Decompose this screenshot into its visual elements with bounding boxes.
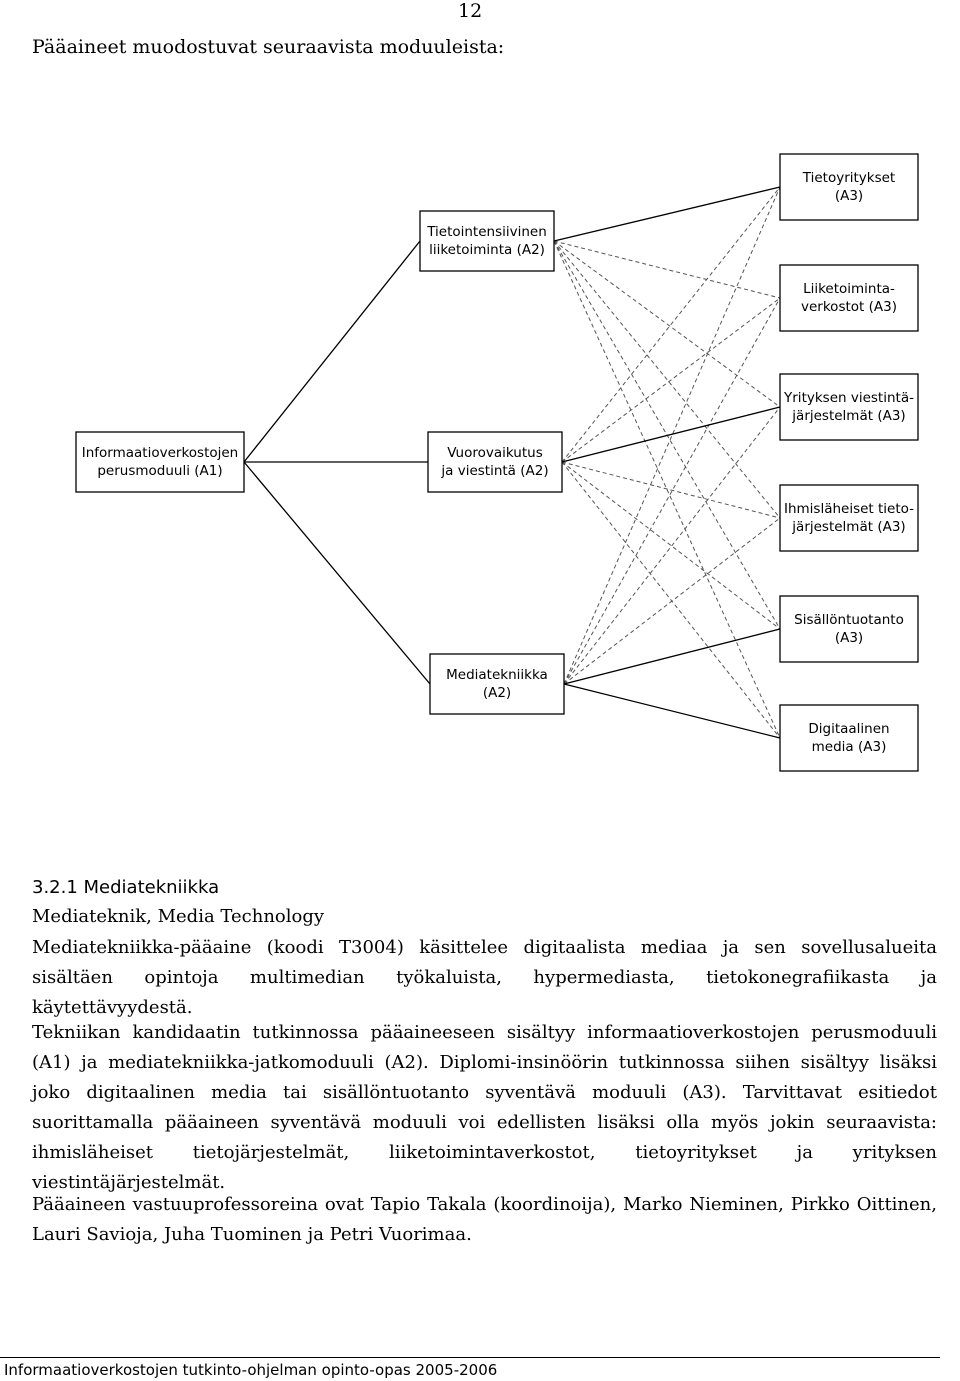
intro-text: Pääaineet muodostuvat seuraavista moduuleista:: [32, 36, 505, 58]
node-a2-vuorovaikutus: [428, 432, 562, 492]
node-a1-line1: Informaatioverkostojen: [81, 445, 239, 461]
connector-a2-3-a3-3: [564, 407, 780, 684]
node-a3-ihmislaheiset-tietojarjestelmat: [780, 485, 918, 551]
connector-a2-2-a3-1: [562, 187, 780, 462]
node-a3-1-line1: Tietoyritykset: [802, 170, 896, 186]
paragraph-1: Mediatekniikka-pääaine (koodi T3004) käsittelee digitaalista mediaa ja sen sovellusalueita sisältäen opintoja multimedian työkaluista, hypermediasta, tietokonegrafiikasta ja käytettävyydestä.: [32, 937, 937, 1018]
node-a3-tietoyritykset: [780, 154, 918, 220]
node-a3-5-line2: (A3): [834, 630, 864, 646]
node-a3-3-line1: Yrityksen viestintä-: [784, 390, 914, 406]
connector-solid-a2-3-a3-5: [564, 629, 780, 684]
node-a2-2-line1: Vuorovaikutus: [447, 445, 543, 461]
connector-a2-1-a3-4: [554, 241, 780, 518]
paragraph-3: Pääaineen vastuuprofessoreina ovat Tapio Takala (koordinoija), Marko Nieminen, Pirkko Oittinen, Lauri Savioja, Juha Tuominen ja Petri Vuorimaa.: [32, 1194, 937, 1245]
node-a3-yrityksen-viestintajarjestelmat: [780, 374, 918, 440]
node-a3-4-line1: Ihmisläheiset tieto-: [783, 501, 915, 517]
section-subheading: Mediateknik, Media Technology: [32, 906, 325, 927]
paragraph-2: Tekniikan kandidaatin tutkinnossa pääaineeseen sisältyy informaatioverkostojen perusmoduuli (A1) ja mediatekniikka-jatkomoduuli (A2). Diplomi-insinöörin tutkinnossa siihen sisältyy lisäksi joko digitaalinen media tai sisällöntuotanto syventävä moduuli (A3). Tarvittavat esitiedot suorittamalla pääaineen syventävä moduuli voi edellisten lisäksi olla myös jokin seuraavista: ihmisläheiset tietojärjestelmät, liiketoimintaverkostot, tietoyritykset ja yrityksen viestintäjärjestelmät.: [32, 1022, 937, 1193]
node-a3-2-line1: Liiketoiminta-: [803, 281, 895, 297]
connector-a2-1-a3-2: [554, 241, 780, 298]
node-a3-6-line2: media (A3): [811, 739, 887, 755]
node-a2-3-line2: (A2): [482, 685, 512, 701]
node-a2-3-line1: Mediatekniikka: [446, 667, 548, 683]
connector-a1-a2-1: [244, 241, 420, 462]
node-a3-5-line1: Sisällöntuotanto: [794, 612, 904, 628]
node-a3-sisallontuotanto: [780, 596, 918, 662]
node-a2-tietointensiivinen: [420, 211, 554, 271]
node-a3-liiketoimintaverkostot: [780, 265, 918, 331]
node-a2-mediatekniikka: [430, 654, 564, 714]
connector-a2-2-a3-5: [562, 462, 780, 629]
node-a3-6-line1: Digitaalinen: [808, 721, 890, 737]
node-a1: [76, 432, 244, 492]
footer-text: Informaatioverkostojen tutkinto-ohjelman opinto-opas 2005-2006: [4, 1361, 498, 1379]
connector-solid-a2-1-a3-1: [554, 187, 780, 241]
page-number: 12: [458, 0, 483, 22]
module-diagram: [20, 115, 960, 830]
node-a2-2-line2: ja viestintä (A2): [441, 463, 549, 479]
node-a3-2-line2: verkostot (A3): [801, 299, 897, 315]
footer-rule: [0, 1357, 940, 1358]
node-a3-1-line2: (A3): [834, 188, 864, 204]
connector-a2-2-a3-4: [562, 462, 780, 518]
section-heading: 3.2.1 Mediatekniikka: [32, 877, 220, 898]
connector-solid-a2-2-a3-3: [562, 407, 780, 462]
connector-a2-2-a3-6: [562, 462, 780, 738]
node-a3-4-line2: järjestelmät (A3): [792, 519, 906, 535]
node-a3-digitaalinen-media: [780, 705, 918, 771]
node-a2-1-line2: liiketoiminta (A2): [429, 242, 545, 258]
connector-a1-a2-3: [244, 462, 430, 684]
node-a3-3-line2: järjestelmät (A3): [792, 408, 906, 424]
connector-a2-3-a3-2: [564, 298, 780, 684]
connector-solid-a2-3-a3-6: [564, 684, 780, 738]
node-a1-line2: perusmoduuli (A1): [97, 463, 223, 479]
connector-a2-3-a3-4: [564, 518, 780, 684]
node-a2-1-line1: Tietointensiivinen: [427, 224, 547, 240]
connector-a2-1-a3-6: [554, 241, 780, 738]
